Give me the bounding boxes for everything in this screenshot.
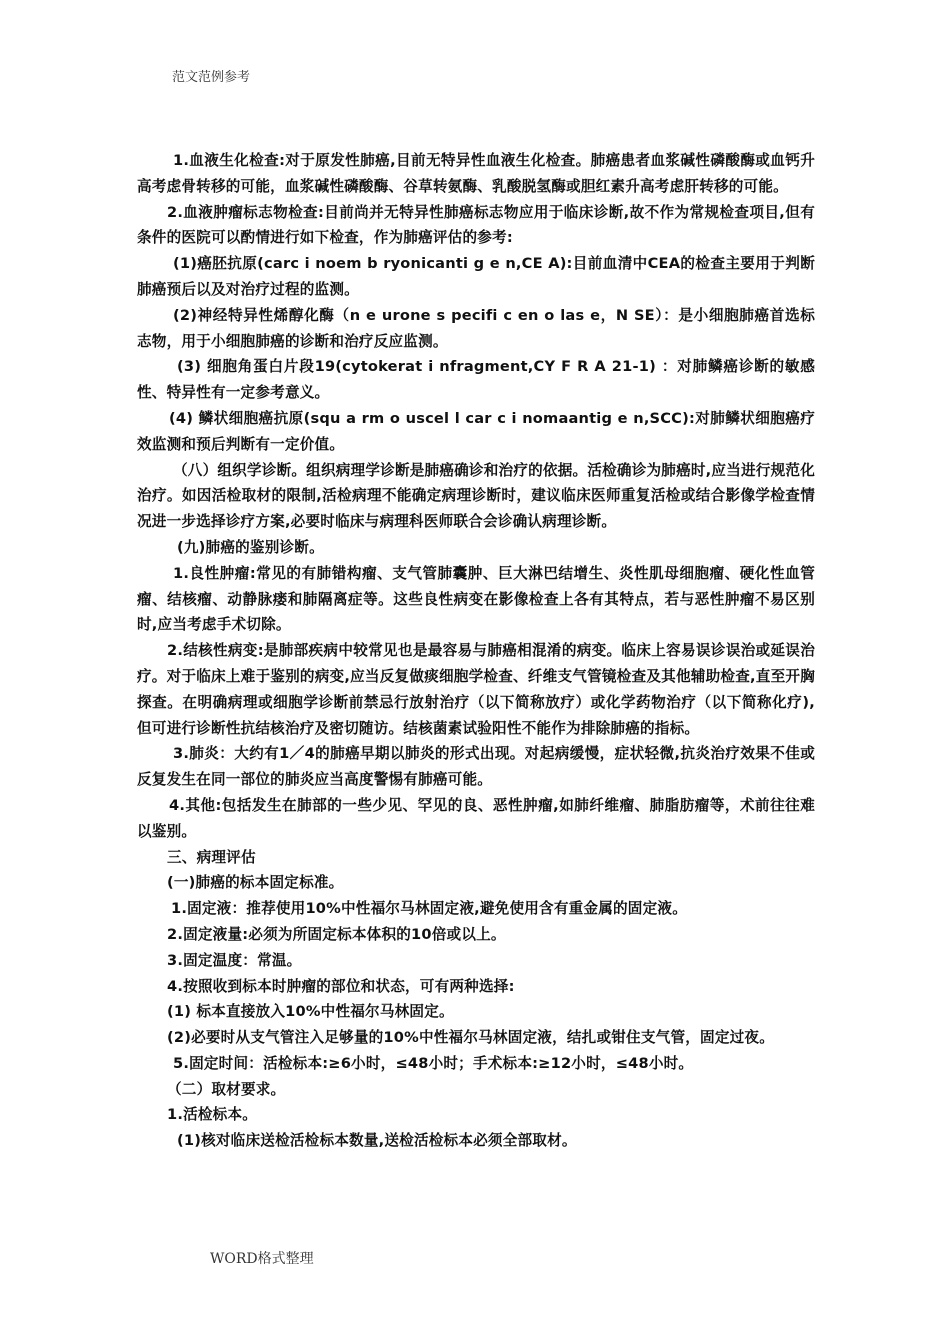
page-footer: WORD格式整理 xyxy=(210,1251,314,1267)
paragraph: （二）取材要求。 xyxy=(167,1080,286,1098)
paragraph: 3.肺炎：大约有1／4的肺癌早期以肺炎的形式出现。对起病缓慢，症状轻微,抗炎治疗效果不佳或反复发生在同一部位的肺炎应当高度警惕有肺癌可能。 xyxy=(137,745,815,789)
paragraph: (1)核对临床送检活检标本数量,送检活检标本必须全部取材。 xyxy=(177,1132,577,1150)
paragraph: 5.固定时间：活检标本:≥6小时，≤48小时；手术标本:≥12小时，≤48小时。 xyxy=(173,1054,694,1072)
paragraph: 1.血液生化检查:对于原发性肺癌,目前无特异性血液生化检查。肺癌患者血浆碱性磷酸酶或血钙升高考虑骨转移的可能，血浆碱性磷酸酶、谷草转氨酶、乳酸脱氢酶或胆红素升高考虑肝转移的可能。 xyxy=(137,152,815,195)
paragraph: (4) 鳞状细胞癌抗原(squ a rm o uscel l car c i nomaantig e n,SCC):对肺鳞状细胞癌疗效监测和预后判断有一定价值。 xyxy=(137,409,815,453)
paragraph: 4.按照收到标本时肿瘤的部位和状态，可有两种选择: xyxy=(167,977,515,995)
paragraph: (1)癌胚抗原(carc i noem b ryonicanti g e n,CE A):目前血清中CEA的检查主要用于判断肺癌预后以及对治疗过程的监测。 xyxy=(137,255,815,298)
paragraph: (一)肺癌的标本固定标准。 xyxy=(167,874,344,892)
paragraph: 2.血液肿瘤标志物检查:目前尚并无特异性肺癌标志物应用于临床诊断,故不作为常规检查项目,但有条件的医院可以酌情进行如下检查，作为肺癌评估的参考: xyxy=(137,203,815,247)
paragraph: (3) 细胞角蛋白片段19(cytokerat i nfragment,CY F R A 21-1) ：对肺鳞癌诊断的敏感性、特异性有一定参考意义。 xyxy=(137,358,815,402)
paragraph: 1.固定液：推荐使用10%中性福尔马林固定液,避免使用含有重金属的固定液。 xyxy=(171,900,687,918)
paragraph: 2.结核性病变:是肺部疾病中较常见也是最容易与肺癌相混淆的病变。临床上容易误诊误治或延误治疗。对于临床上难于鉴别的病变,应当反复做痰细胞学检查、纤维支气管镜检查及其他辅助检查,直至开胸探查。在明确病理或细胞学诊断前禁忌行放射治疗（以下简称放疗）或化学药物治疗（以下简称化疗),但可进行诊断性抗结核治疗及密切随访。结核菌素试验阳性不能作为排除肺癌的指标。 xyxy=(137,642,815,737)
paragraph: (2)神经特异性烯醇化酶（n e urone s pecifi c en o las e，N SE）：是小细胞肺癌首选标志物，用于小细胞肺癌的诊断和治疗反应监测。 xyxy=(137,306,815,350)
paragraph: (2)必要时从支气管注入足够量的10%中性福尔马林固定液，结扎或钳住支气管，固定过夜。 xyxy=(167,1029,774,1047)
paragraph: （八）组织学诊断。组织病理学诊断是肺癌确诊和治疗的依据。活检确诊为肺癌时,应当进行规范化治疗。如因活检取材的限制,活检病理不能确定病理诊断时，建议临床医师重复活检或结合影像学检查情况进一步选择诊疗方案,必要时临床与病理科医师联合会诊确认病理诊断。 xyxy=(137,461,815,531)
paragraph: 3.固定温度：常温。 xyxy=(167,951,302,969)
paragraph: (九)肺癌的鉴别诊断。 xyxy=(177,538,324,556)
paragraph: 1.活检标本。 xyxy=(167,1106,258,1124)
document-body xyxy=(137,148,815,1154)
paragraph: 1.良性肿瘤:常见的有肺错构瘤、支气管肺囊肿、巨大淋巴结增生、炎性肌母细胞瘤、硬化性血管瘤、结核瘤、动静脉瘘和肺隔离症等。这些良性病变在影像检查上各有其特点，若与恶性肿瘤不易区别时,应当考虑手术切除。 xyxy=(137,564,815,634)
paragraph: (1) 标本直接放入10%中性福尔马林固定。 xyxy=(167,1003,454,1021)
page-header: 范文范例参考 xyxy=(172,70,251,85)
paragraph: 三、病理评估 xyxy=(167,848,256,866)
paragraph: 4.其他:包括发生在肺部的一些少见、罕见的良、恶性肿瘤,如肺纤维瘤、肺脂肪瘤等，术前往往难以鉴别。 xyxy=(137,796,815,840)
paragraph: 2.固定液量:必须为所固定标本体积的10倍或以上。 xyxy=(167,925,506,943)
